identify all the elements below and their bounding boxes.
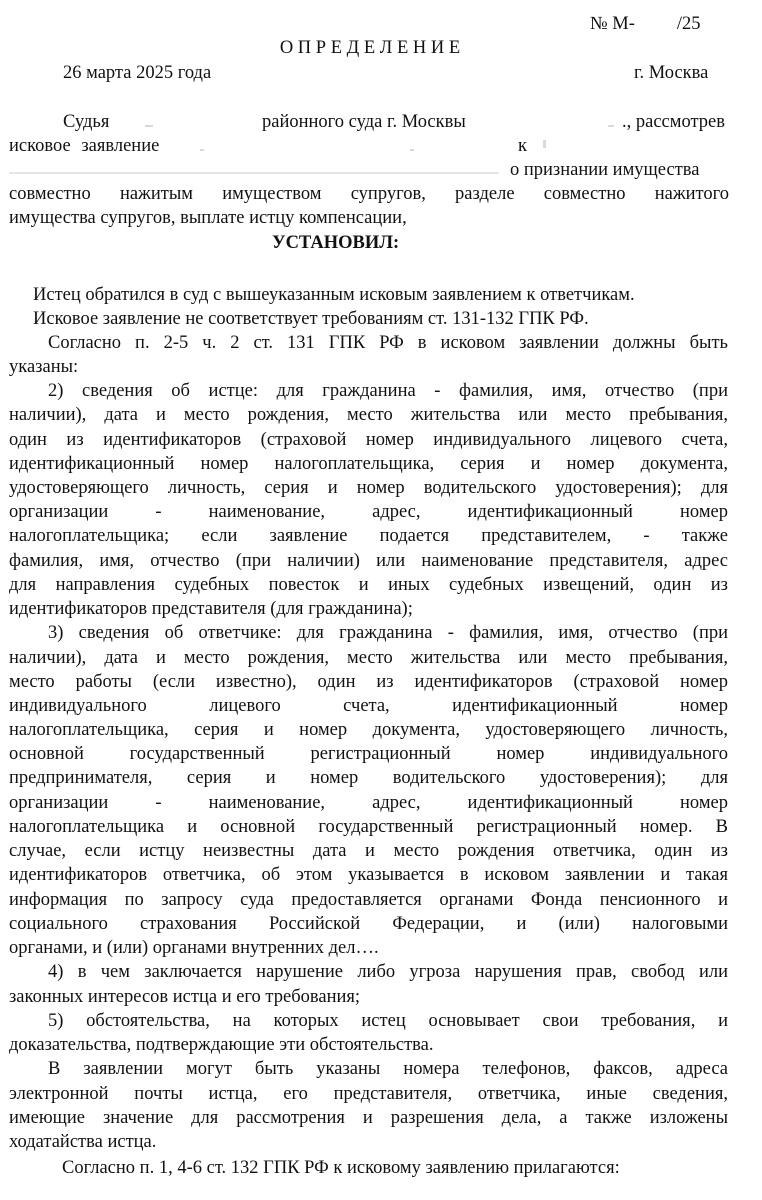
- body-line: доказательства, подтверждающие эти обстоятельства.: [9, 1035, 434, 1055]
- body-line: идентификационный номер налогоплательщика, серия и номер документа,: [9, 454, 728, 474]
- body-line: организации - наименование, адрес, идентификационный номер: [9, 502, 728, 522]
- body-line: имеющие значение для рассмотрения и разрешения дела, а также изложены: [9, 1108, 728, 1128]
- body-line: указаны:: [9, 357, 79, 377]
- established-heading: УСТАНОВИЛ:: [272, 233, 400, 253]
- body-line: налогоплательщика и основной государственный регистрационный номер. В: [9, 817, 728, 837]
- body-line: Истец обратился в суд с вышеуказанным исковым заявлением к ответчикам.: [33, 285, 635, 305]
- body-line: наличии), дата и место рождения, место жительства или место пребывания,: [9, 405, 728, 425]
- body-line: удостоверяющего личность, серия и номер водительского удостоверения); для: [9, 478, 728, 498]
- against-text: к: [518, 136, 527, 156]
- redaction-mark: [543, 140, 546, 148]
- subject-line-2: совместно нажитым имуществом супругов, разделе совместно нажитого: [9, 184, 729, 204]
- body-line: наличии), дата и место рождения, место жительства или место пребывания,: [9, 648, 728, 668]
- redaction-mark: [145, 125, 153, 127]
- body-line: 4) в чем заключается нарушение либо угроза нарушения прав, свобод или: [48, 962, 728, 982]
- body-line: идентификаторов ответчика, об этом указывается в исковом заявлении и такая: [9, 865, 728, 885]
- body-line: предпринимателя, серия и номер водительского удостоверения); для: [9, 768, 728, 788]
- body-line: социального страхования Российской Федерации, и (или) налоговыми: [9, 914, 728, 934]
- case-number: [590, 12, 701, 36]
- body-line: основной государственный регистрационный номер индивидуального: [9, 744, 728, 764]
- case-number-suffix: /25: [676, 14, 701, 34]
- subject-line-3: имущества супругов, выплате истцу компенсации,: [9, 208, 407, 228]
- body-line: ходатайства истца.: [9, 1132, 157, 1152]
- subject-start: о признании имущества: [510, 160, 700, 180]
- body-line: идентификаторов представителя (для гражданина);: [9, 599, 413, 619]
- body-line: случае, если истцу неизвестны дата и место рождения ответчика, один из: [9, 841, 728, 861]
- body-line: электронной почты истца, его представителя, ответчика, иные сведения,: [9, 1084, 728, 1104]
- body-line: индивидуального лицевого счета, идентификационный номер: [9, 696, 728, 716]
- body-line: Согласно п. 2-5 ч. 2 ст. 131 ГПК РФ в исковом заявлении должны быть: [48, 333, 728, 353]
- body-line: органами, и (или) органами внутренних дел….: [9, 938, 379, 958]
- body-line: информация по запросу суда предоставляется органами Фонда пенсионного и: [9, 890, 728, 910]
- document-date: 26 марта 2025 года: [63, 63, 212, 83]
- redaction-mark: [608, 125, 614, 127]
- body-line: один из идентификаторов (страховой номер индивидуального лицевого счета,: [9, 430, 728, 450]
- body-line: налогоплательщика; если заявление подается представителем, - также: [9, 526, 728, 546]
- redaction-mark: [410, 149, 414, 151]
- body-line: налогоплательщика, серия и номер документа, удостоверяющего личность,: [9, 720, 728, 740]
- redaction-mark: [200, 149, 204, 151]
- document-title: О П Р Е Д Е Л Е Н И Е: [279, 38, 461, 58]
- document-city: г. Москва: [634, 63, 709, 83]
- body-line: место работы (если известно), один из идентификаторов (страховой номер: [9, 672, 728, 692]
- body-line: В заявлении могут быть указаны номера телефонов, факсов, адреса: [48, 1059, 728, 1079]
- body-line: фамилия, имя, отчество (при наличии) или наименование представителя, адрес: [9, 551, 728, 571]
- body-line: 2) сведения об истце: для гражданина - фамилия, имя, отчество (при: [48, 381, 728, 401]
- considering-text: ., рассмотрев: [622, 112, 725, 132]
- redacted-names: [9, 172, 499, 174]
- claim-label: исковое заявление: [9, 136, 160, 156]
- body-line: Согласно п. 1, 4-6 ст. 132 ГПК РФ к исковому заявлению прилагаются:: [62, 1158, 620, 1178]
- court-name: районного суда г. Москвы: [262, 112, 466, 132]
- body-line: законных интересов истца и его требования;: [9, 987, 361, 1007]
- body-line: для направления судебных повесток и иных судебных извещений, один из: [9, 575, 728, 595]
- body-line: организации - наименование, адрес, идентификационный номер: [9, 793, 728, 813]
- body-line: 3) сведения об ответчике: для гражданина - фамилия, имя, отчество (при: [48, 623, 728, 643]
- body-line: 5) обстоятельства, на которых истец основывает свои требования, и: [48, 1011, 728, 1031]
- body-line: Исковое заявление не соответствует требованиям ст. 131-132 ГПК РФ.: [33, 309, 589, 329]
- case-number-prefix: № М-: [590, 14, 635, 34]
- judge-label: Судья: [63, 112, 110, 132]
